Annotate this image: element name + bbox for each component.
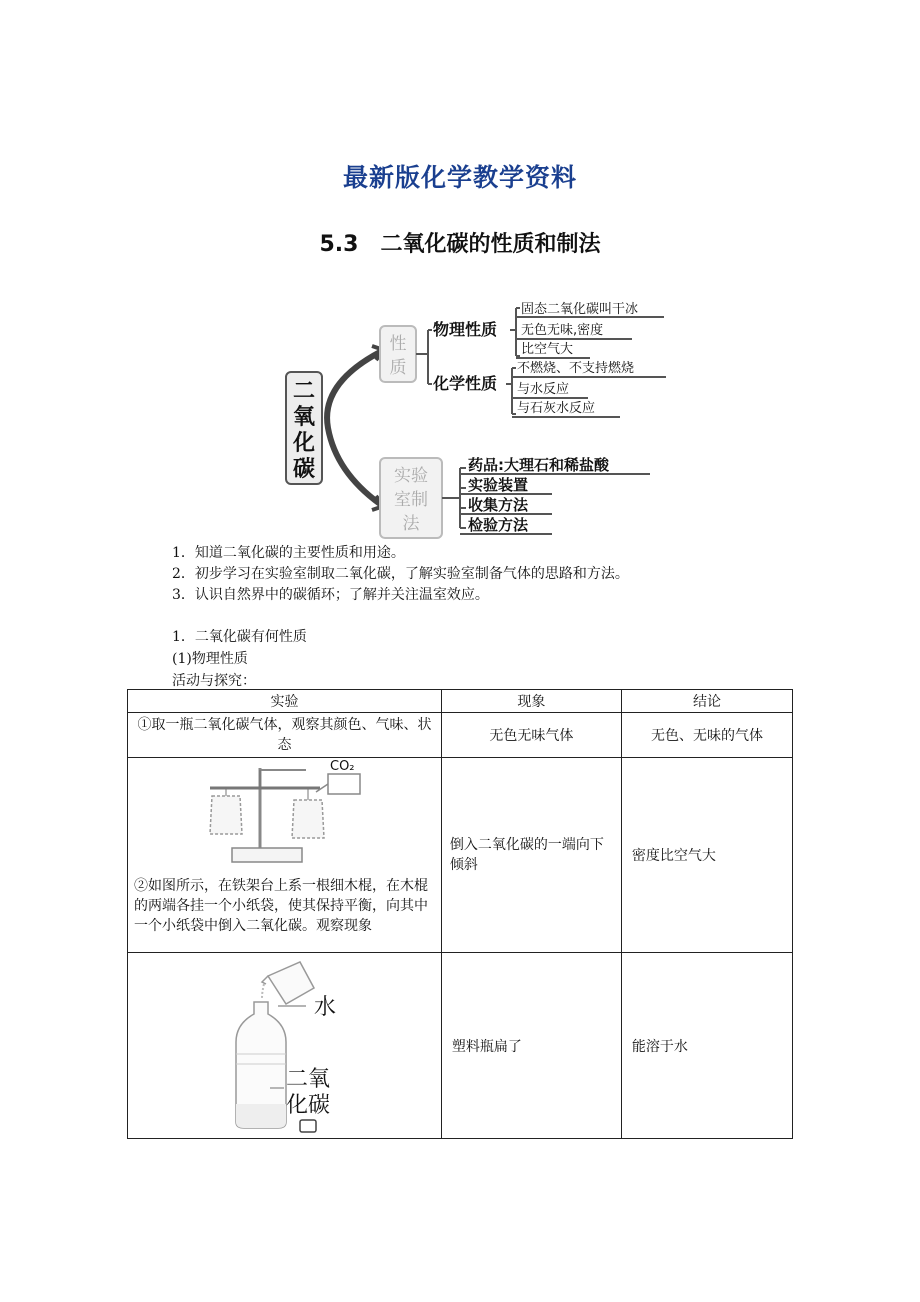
properties-char-1: 性 (389, 334, 407, 354)
phenomenon-cell: 倒入二氧化碳的一端向下倾斜 (441, 758, 621, 953)
experiment-cell (128, 953, 442, 1139)
header-title: 最新版化学教学资料 (342, 163, 577, 192)
conclusion-cell: 能溶于水 (621, 953, 792, 1139)
properties-connector (416, 330, 432, 384)
objective-item: 3．认识自然界中的碳循环；了解并关注温室效应。 (172, 587, 489, 603)
physical-item-1: 固态二氧化碳叫干冰 (521, 302, 639, 317)
experiment-description: ②如图所示，在铁架台上系一根细木棍，在木棍的两端各挂一个小纸袋，使其保持平衡，向其中一个小纸袋中倒入二氧化碳。观察现象 (134, 878, 428, 934)
lesson-name: 二氧化碳的性质和制法 (380, 232, 601, 257)
center-char-4: 碳 (292, 457, 316, 482)
phenomenon-cell: 无色无味气体 (441, 713, 621, 758)
header-experiment: 实验 (128, 690, 442, 713)
lesson-number: 5.3 (319, 232, 359, 257)
properties-char-2: 质 (389, 358, 407, 378)
section-physical-properties (172, 626, 307, 692)
objective-item: 2．初步学习在实验室制取二氧化碳，了解实验室制备气体的思路和方法。 (172, 566, 629, 582)
gas-label-line-1: 二氧 (286, 1066, 331, 1092)
physical-item-2: 无色无味,密度 (521, 323, 604, 338)
experiment-table (127, 689, 793, 1139)
lab-line-1: 实验 (394, 466, 428, 486)
experiment-cell (128, 758, 442, 953)
lab-item-4: 检验方法 (468, 516, 529, 534)
concept-map (280, 294, 680, 542)
header-conclusion: 结论 (621, 690, 792, 713)
bottle-figure (128, 954, 428, 1134)
chemical-connector (506, 368, 516, 414)
center-char-2: 氧 (292, 405, 316, 430)
section-subheading: (1)物理性质 (172, 651, 248, 667)
physical-connector (510, 308, 520, 356)
table-row (128, 713, 793, 758)
chemical-label: 化学性质 (433, 374, 498, 393)
co2-label: CO₂ (330, 759, 355, 774)
chemical-item-2: 与水反应 (517, 382, 570, 397)
activity-label: 活动与探究： (172, 673, 256, 689)
header-phenomenon: 现象 (441, 690, 621, 713)
balance-apparatus-figure (128, 758, 428, 868)
physical-label: 物理性质 (433, 320, 498, 339)
lab-line-2: 室制 (394, 490, 428, 510)
objective-item: 1．知道二氧化碳的主要性质和用途。 (172, 545, 405, 561)
section-heading: 1．二氧化碳有何性质 (172, 629, 307, 645)
lesson-title (0, 227, 920, 258)
objectives-list (172, 543, 629, 606)
physical-item-3: 比空气大 (521, 342, 574, 357)
table-row (128, 758, 793, 953)
lab-connector (442, 468, 466, 528)
center-char-3: 化 (292, 431, 316, 456)
lab-item-2: 实验装置 (468, 476, 529, 494)
chemical-item-3: 与石灰水反应 (517, 401, 596, 416)
water-label: 水 (314, 994, 337, 1020)
chemical-item-1: 不燃烧、不支持燃烧 (517, 361, 635, 376)
lab-line-3: 法 (402, 514, 420, 534)
lab-item-1: 药品:大理石和稀盐酸 (468, 456, 609, 474)
conclusion-cell: 密度比空气大 (621, 758, 792, 953)
table-row (128, 953, 793, 1139)
lab-item-3: 收集方法 (468, 496, 529, 514)
center-char-1: 二 (292, 379, 316, 404)
experiment-cell: ①取一瓶二氧化碳气体，观察其颜色、气味、状态 (128, 713, 442, 758)
conclusion-cell: 无色、无味的气体 (621, 713, 792, 758)
bracket-curve (327, 352, 380, 504)
gas-label-line-2: 化碳 (286, 1092, 331, 1118)
phenomenon-cell: 塑料瓶扁了 (441, 953, 621, 1139)
